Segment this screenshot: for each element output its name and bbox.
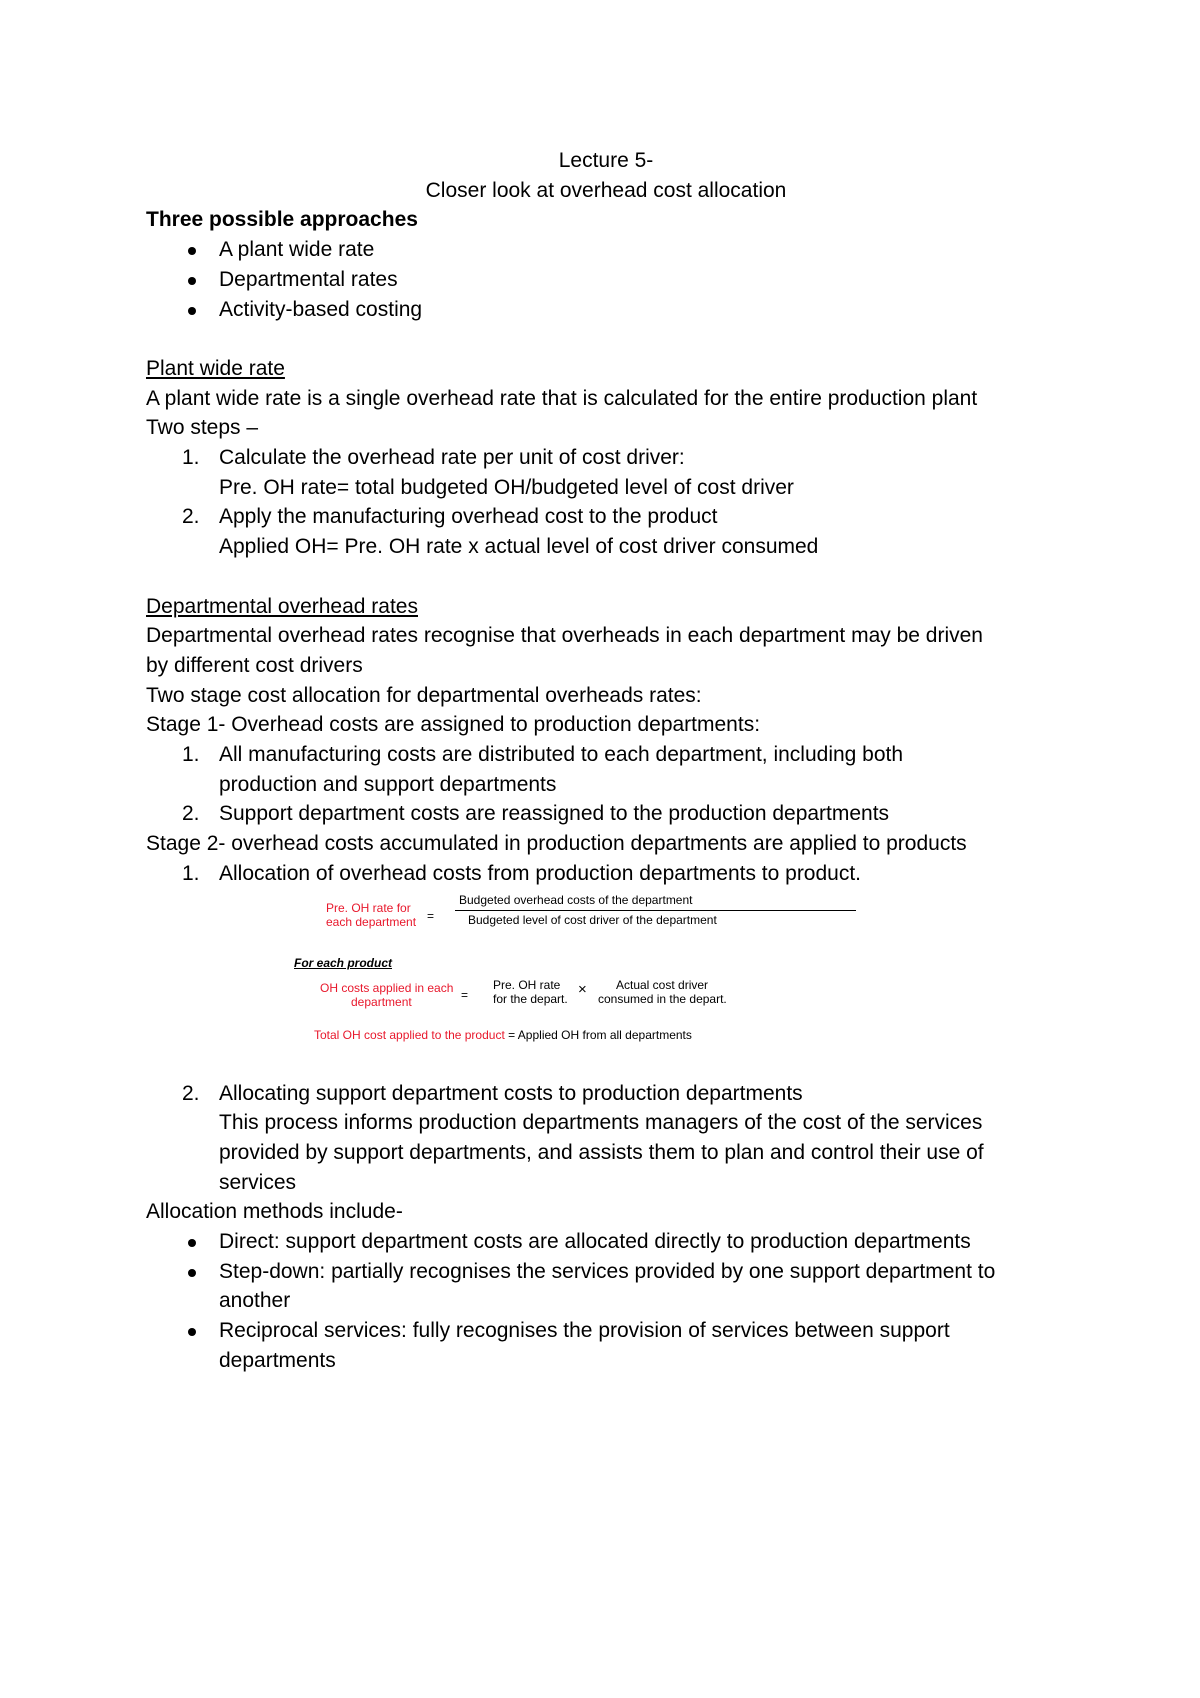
stage-2-list-continued [146,1079,1066,1198]
two-stage-intro: Two stage cost allocation for departmental overheads rates: [146,683,702,707]
bullet-icon [188,247,196,255]
list-item: 2. Allocating support department costs to production departments This process informs production departments managers of the cost of the services provided by support departments, and assists them to plan and control their use of services [146,1079,1066,1198]
bullet-icon [188,1239,196,1247]
pre-rate-line-1: Pre. OH rate [493,977,561,992]
departmental-heading: Departmental overhead rates [146,594,418,618]
bullet-icon [188,1269,196,1277]
plant-wide-steps [146,443,1066,562]
lecture-title: Lecture 5- [558,149,654,172]
step-number: 2. [182,802,200,826]
rate-label-line-1: Pre. OH rate for [326,900,411,915]
allocation-intro: Allocation methods include- [146,1200,403,1224]
actual-line-1: Actual cost driver [616,977,709,992]
equals-sign: = [461,987,469,1002]
steps-intro: Two steps – [146,416,259,440]
bullet-icon [188,1328,196,1336]
approaches-heading: Three possible approaches [146,208,418,232]
step-text: Calculate the overhead rate per unit of cost driver: [219,446,685,470]
list-item: Activity-based costing [146,295,1066,325]
formula-figure [146,889,1066,1079]
step-number: 2. [182,1081,200,1105]
lecture-subtitle: Closer look at overhead cost allocation [425,178,787,202]
stage-2-list [146,859,1066,889]
list-item [146,443,1066,502]
fraction-denominator: Budgeted level of cost driver of the department [468,912,717,927]
total-applied-black: = Applied OH from all departments [504,1027,692,1042]
list-item: Direct: support department costs are allocated directly to production departments [146,1227,1066,1257]
step-text: Apply the manufacturing overhead cost to the product [219,505,718,529]
for-each-product: For each product [294,955,393,970]
list-item: Reciprocal services: fully recognises the provision of services between support departments [146,1316,1066,1375]
step-number: 1. [182,861,200,885]
stage-2: Stage 2- overhead costs accumulated in production departments are applied to products [146,832,967,856]
list-item: 1. All manufacturing costs are distributed to each department, including both production and support departments [146,740,1066,799]
rate-label-line-2: each department [326,914,417,929]
total-applied-line [314,1028,692,1042]
fraction-numerator: Budgeted overhead costs of the department [459,892,693,907]
approaches-list [146,235,1066,324]
spacer [146,324,1066,354]
stage-1-list [146,740,1066,829]
list-item [146,502,1066,561]
stage-1: Stage 1- Overhead costs are assigned to production departments: [146,713,761,737]
list-item: 2. Support department costs are reassigned to the production departments [146,799,1066,829]
plant-wide-heading: Plant wide rate [146,356,285,380]
spacer [146,562,1066,592]
list-item: Departmental rates [146,265,1066,295]
step-number: 1. [182,743,200,767]
departmental-definition-2: by different cost drivers [146,653,363,677]
pre-rate-line-2: for the depart. [493,991,568,1006]
step-number: 2. [182,505,200,529]
applied-label-line-2: department [351,994,412,1009]
step-formula: Pre. OH rate= total budgeted OH/budgeted level of cost driver [219,475,794,499]
bullet-icon [188,277,196,285]
list-item: A plant wide rate [146,235,1066,265]
document-body [146,146,1066,1376]
fraction-bar [455,910,856,911]
bullet-icon [188,307,196,315]
list-item: Step-down: partially recognises the services provided by one support department to another [146,1257,1066,1316]
departmental-definition-1: Departmental overhead rates recognise that overheads in each department may be driven [146,624,983,648]
step-formula: Applied OH= Pre. OH rate x actual level of cost driver consumed [219,535,819,559]
equals-sign: = [427,908,435,923]
plant-wide-definition: A plant wide rate is a single overhead rate that is calculated for the entire production plant [146,386,978,410]
step-number: 1. [182,446,200,470]
actual-line-2: consumed in the depart. [598,991,727,1006]
applied-label-line-1: OH costs applied in each [320,980,454,995]
total-applied-red: Total OH cost applied to the product [314,1027,505,1042]
times-sign: × [578,980,587,998]
list-item: 1. Allocation of overhead costs from production departments to product. [146,859,1066,889]
allocation-methods [146,1227,1066,1376]
